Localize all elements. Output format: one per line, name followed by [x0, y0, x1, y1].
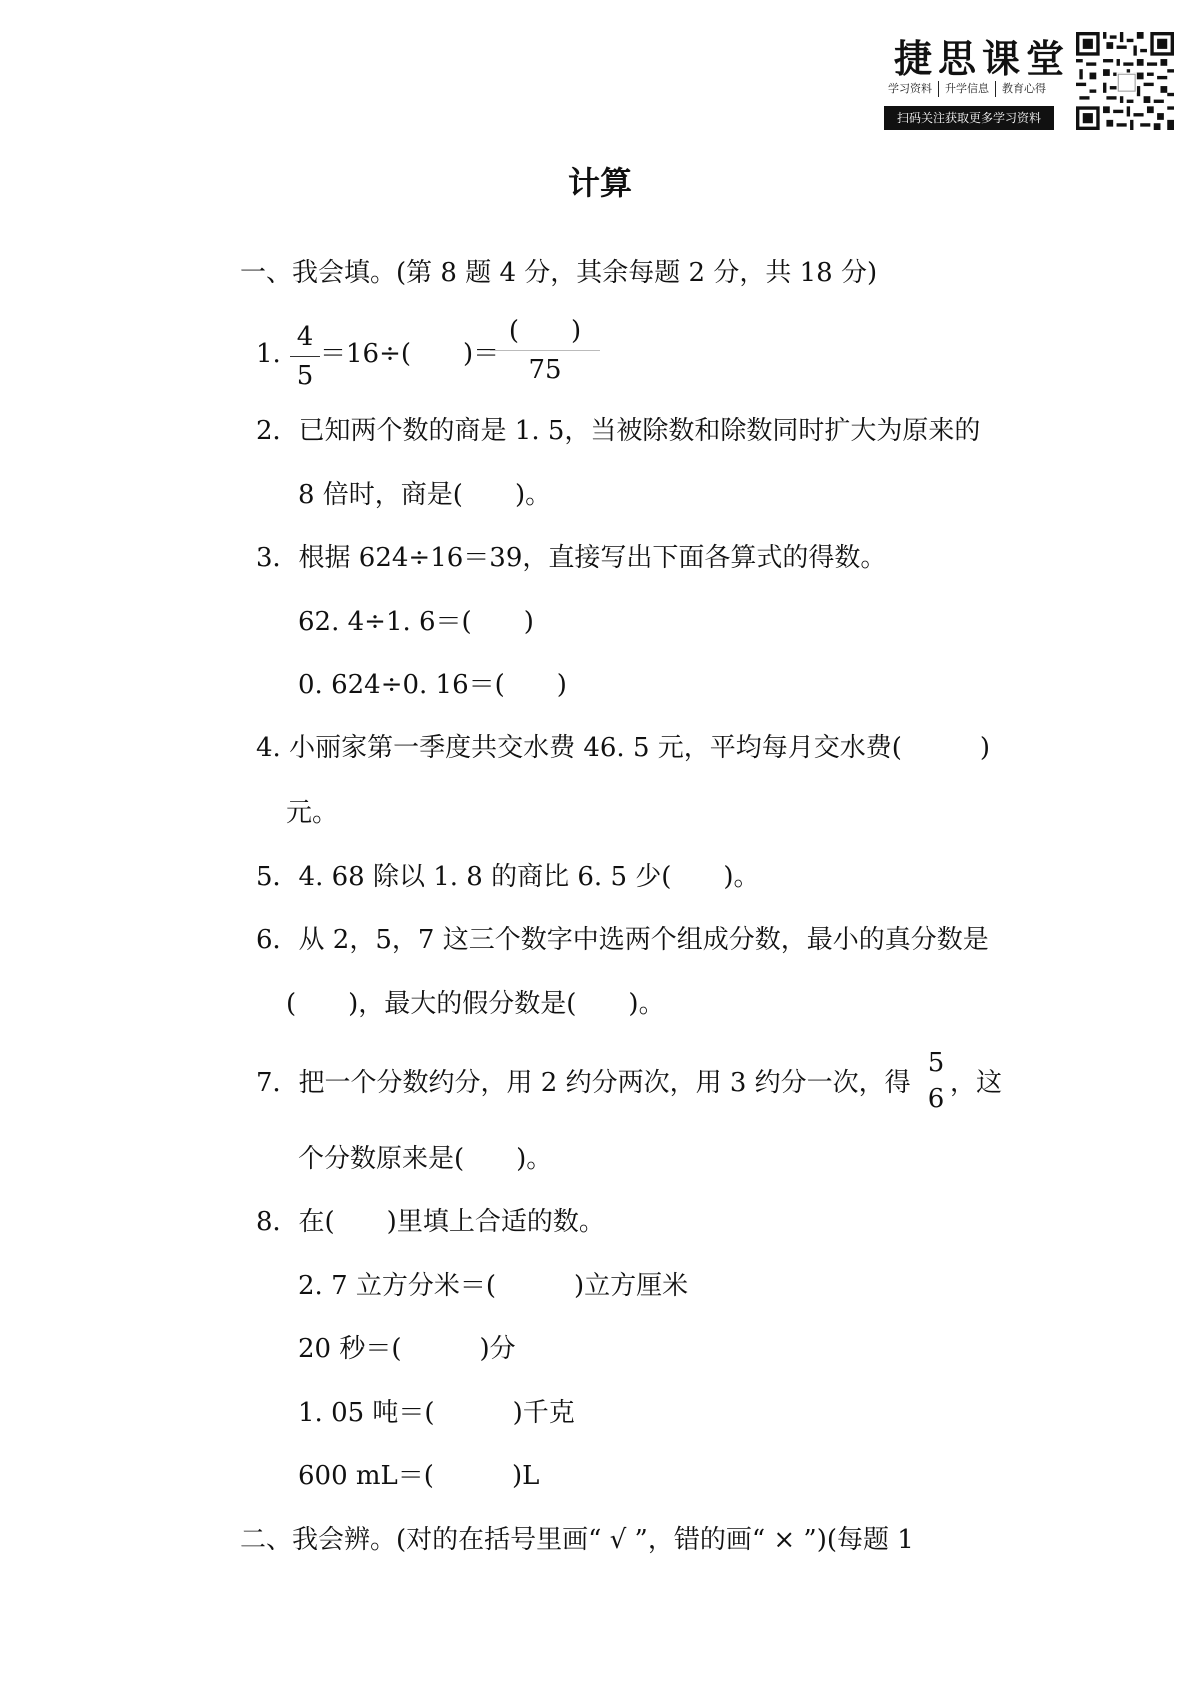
question-2-line-1: 2．已知两个数的商是 1. 5，当被除数和除数同时扩大为原来的: [256, 416, 981, 446]
fraction-blank-over-75: [490, 314, 600, 387]
question-7-line-2: 个分数原来是( )。: [298, 1144, 553, 1174]
question-6-line-1: 6．从 2，5，7 这三个数字中选两个组成分数，最小的真分数是: [256, 925, 989, 955]
question-4-line-1: 4. 小丽家第一季度共交水费 46. 5 元，平均每月交水费( ): [256, 733, 991, 763]
question-7-line-1a: 7．把一个分数约分，用 2 约分两次，用 3 约分一次，得: [256, 1068, 911, 1098]
divider: [938, 81, 939, 97]
fraction-numerator: 4: [296, 322, 314, 352]
brand-link-admission[interactable]: 升学信息: [945, 82, 989, 95]
fraction-four-fifths: [290, 320, 320, 393]
fraction-bar: [290, 356, 320, 357]
question-7-line-1b: ，这: [950, 1068, 1003, 1098]
equation-middle: ＝16÷( )＝: [320, 339, 500, 369]
question-8-item-a: 2. 7 立方分米＝( )立方厘米: [298, 1271, 689, 1301]
fraction-denominator: 75: [528, 355, 562, 385]
qr-code-icon: [1076, 32, 1174, 130]
fraction-denominator: 5: [296, 361, 314, 391]
question-6-line-2: ( )，最大的假分数是( )。: [286, 989, 665, 1019]
question-number: 1.: [256, 339, 281, 369]
fraction-five-sixths: [922, 1046, 950, 1116]
divider: [995, 81, 996, 97]
brand-link-education[interactable]: 教育心得: [1002, 82, 1046, 95]
brand-links: [888, 80, 1046, 97]
question-8-line-1: 8．在( )里填上合适的数。: [256, 1207, 605, 1237]
fraction-numerator-blank[interactable]: ( ): [508, 316, 582, 346]
brand-banner: 扫码关注获取更多学习资料: [884, 106, 1054, 130]
fraction-numerator: 5: [927, 1048, 945, 1078]
question-3-line-2: 62. 4÷1. 6＝( ): [298, 607, 534, 637]
question-8-item-b: 20 秒＝( )分: [298, 1334, 516, 1364]
question-2-line-2: 8 倍时，商是( )。: [298, 480, 552, 510]
question-8-item-c: 1. 05 吨＝( )千克: [298, 1398, 575, 1428]
question-5-line-1: 5．4. 68 除以 1. 8 的商比 6. 5 少( )。: [256, 862, 760, 892]
section-heading-judge: 二、我会辨。(对的在括号里画“ √ ”，错的画“ × ”)(每题 1: [240, 1525, 914, 1555]
question-8-item-d: 600 mL＝( )L: [298, 1461, 540, 1491]
section-heading-fill: 一、我会填。(第 8 题 4 分，其余每题 2 分，共 18 分): [240, 258, 878, 288]
fraction-denominator: 6: [927, 1084, 945, 1114]
brand-link-study[interactable]: 学习资料: [888, 82, 932, 95]
question-4-line-2: 元。: [286, 798, 339, 828]
question-3-line-3: 0. 624÷0. 16＝( ): [298, 670, 567, 700]
brand-name: 捷思课堂: [894, 36, 1071, 81]
question-3-line-1: 3．根据 624÷16＝39，直接写出下面各算式的得数。: [256, 543, 887, 573]
fraction-bar: [490, 350, 600, 351]
page-title: 计算: [567, 164, 632, 202]
